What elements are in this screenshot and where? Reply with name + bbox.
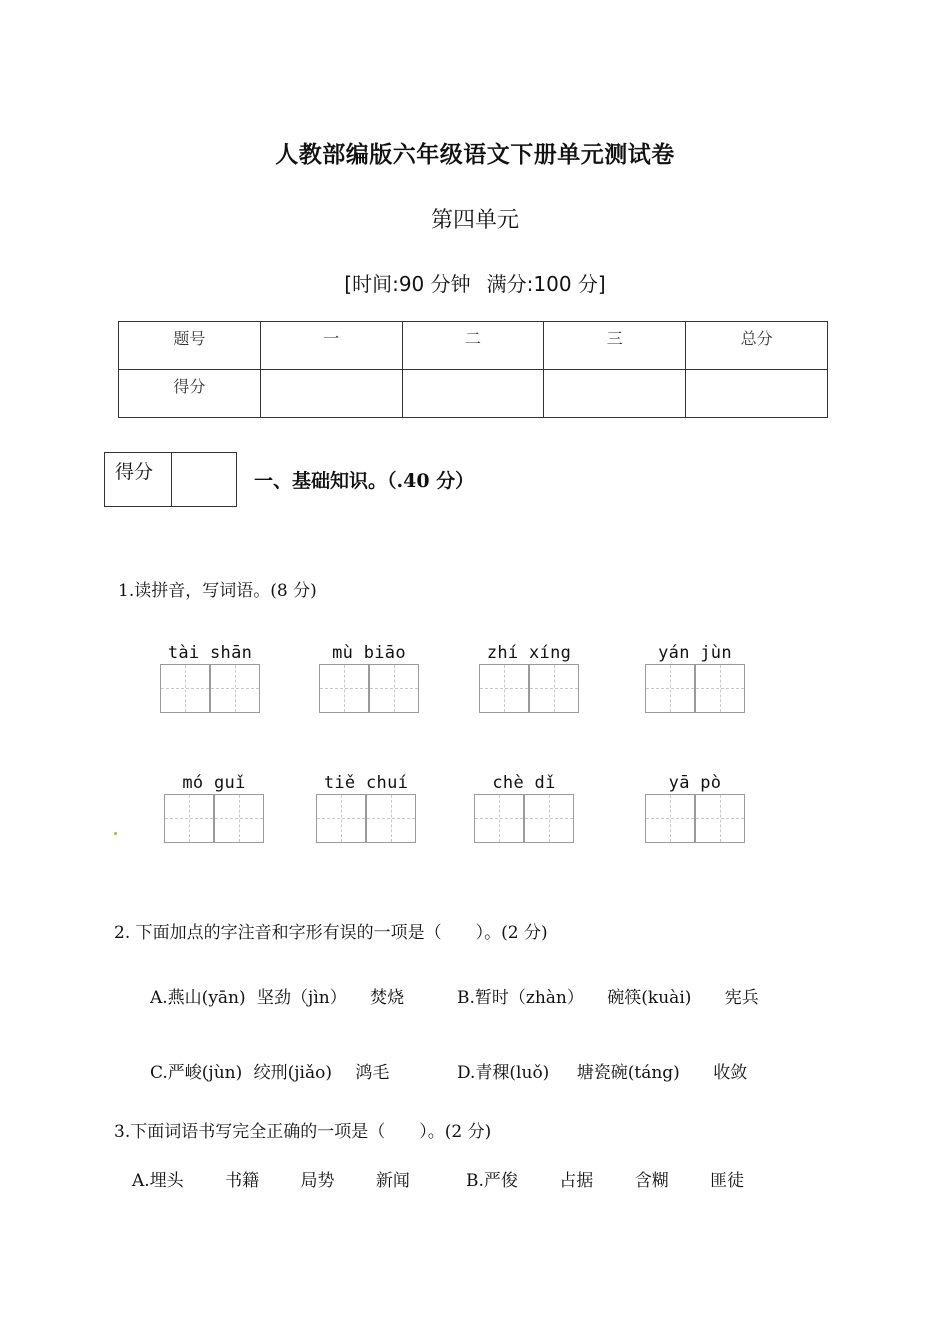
grid-cell[interactable] (214, 794, 264, 843)
section-score-box (104, 452, 237, 507)
pinyin-item (139, 772, 289, 843)
score-table (118, 321, 828, 418)
option-a-word: 书籍 (225, 1171, 260, 1191)
section-score-label: 得分 (105, 453, 172, 506)
option-b[interactable] (466, 1166, 744, 1191)
option-a-word: 焚烧 (370, 988, 405, 1008)
grid-cell[interactable] (164, 794, 214, 843)
pinyin-text: tiě chuí (323, 773, 409, 793)
unit-subtitle: 第四单元 (430, 208, 519, 233)
grid-cell[interactable] (474, 794, 524, 843)
score-table-header-row (119, 322, 828, 370)
score-table-cell[interactable] (686, 370, 828, 418)
pinyin-text: zhí xíng (486, 643, 572, 663)
option-c-word: 绞刑(jiǎo) (253, 1063, 332, 1083)
option-b-word: B.严俊 (466, 1171, 518, 1191)
pinyin-text: chè dǐ (492, 773, 556, 793)
option-a[interactable] (150, 983, 404, 1008)
time-limit: [时间:90 分钟 (344, 272, 471, 296)
writing-grid[interactable] (291, 794, 441, 843)
writing-grid[interactable] (620, 794, 770, 843)
grid-cell[interactable] (369, 664, 419, 713)
option-d-word: 收敛 (713, 1063, 748, 1083)
option-c[interactable] (150, 1058, 389, 1083)
writing-grid[interactable] (449, 794, 599, 843)
option-c-word: C.严峻(jùn) (150, 1063, 243, 1083)
grid-cell[interactable] (366, 794, 416, 843)
option-b-word: 宪兵 (724, 988, 759, 1008)
option-b-word: 匪徒 (710, 1171, 745, 1191)
grid-cell[interactable] (319, 664, 369, 713)
score-table-cell: 三 (544, 322, 686, 370)
pinyin-text: tài shān (167, 643, 253, 663)
option-b-word: 碗筷(kuài) (607, 988, 692, 1008)
writing-grid[interactable] (620, 664, 770, 713)
score-table-cell[interactable] (260, 370, 402, 418)
page-title: 人教部编版六年级语文下册单元测试卷 (275, 141, 675, 168)
grid-cell[interactable] (210, 664, 260, 713)
question-3-prompt: 3.下面词语书写完全正确的一项是（ ）。(2 分) (114, 1122, 492, 1142)
time-score-line (0, 268, 950, 297)
pinyin-item (620, 642, 770, 713)
score-table-cell: 总分 (686, 322, 828, 370)
pinyin-text: yán jùn (658, 643, 732, 663)
grid-cell[interactable] (524, 794, 574, 843)
score-table-score-row (119, 370, 828, 418)
option-d-word: D.青稞(luǒ) (457, 1063, 550, 1083)
question-1-prompt: 1.读拼音，写词语。(8 分) (118, 581, 317, 601)
grid-cell[interactable] (695, 794, 745, 843)
option-b[interactable] (457, 983, 759, 1008)
grid-cell[interactable] (645, 664, 695, 713)
pinyin-item (291, 772, 441, 843)
option-d[interactable] (457, 1058, 747, 1083)
option-a-word: 局势 (300, 1171, 335, 1191)
question-2-prompt: 2. 下面加点的字注音和字形有误的一项是（ ）。(2 分) (114, 923, 548, 943)
pinyin-text: mù biāo (332, 643, 406, 663)
grid-cell[interactable] (529, 664, 579, 713)
option-d-word: 塘瓷碗(táng) (576, 1063, 680, 1083)
option-b-word: 占据 (559, 1171, 594, 1191)
grid-cell[interactable] (645, 794, 695, 843)
pinyin-item (135, 642, 285, 713)
pinyin-item (449, 772, 599, 843)
pinyin-text: mó guǐ (182, 773, 246, 793)
grid-cell[interactable] (695, 664, 745, 713)
score-table-cell: 题号 (119, 322, 261, 370)
grid-cell[interactable] (160, 664, 210, 713)
writing-grid[interactable] (135, 664, 285, 713)
pinyin-item (294, 642, 444, 713)
pinyin-item (454, 642, 604, 713)
writing-grid[interactable] (454, 664, 604, 713)
pinyin-item (620, 772, 770, 843)
score-table-cell[interactable] (402, 370, 544, 418)
pinyin-text: yā pò (668, 773, 722, 793)
option-b-word: B.暂时（zhàn） (457, 988, 584, 1008)
grid-cell[interactable] (479, 664, 529, 713)
option-b-word: 含糊 (634, 1171, 669, 1191)
score-table-cell: 得分 (119, 370, 261, 418)
option-a-word: A.埋头 (132, 1171, 184, 1191)
option-a-word: 坚劲（jìn） (257, 988, 347, 1008)
score-table-cell: 二 (402, 322, 544, 370)
option-a[interactable] (132, 1166, 410, 1191)
section-score-blank[interactable] (172, 453, 236, 506)
grid-cell[interactable] (316, 794, 366, 843)
writing-grid[interactable] (139, 794, 289, 843)
score-table-cell[interactable] (544, 370, 686, 418)
stray-dot (114, 832, 117, 835)
full-score: 满分:100 分] (486, 272, 606, 296)
score-table-cell: 一 (260, 322, 402, 370)
option-c-word: 鸿毛 (355, 1063, 390, 1083)
option-a-word: 新闻 (375, 1171, 410, 1191)
writing-grid[interactable] (294, 664, 444, 713)
section-1-title: 一、基础知识。（.40 分） (254, 470, 475, 492)
option-a-word: A.燕山(yān) (150, 988, 246, 1008)
